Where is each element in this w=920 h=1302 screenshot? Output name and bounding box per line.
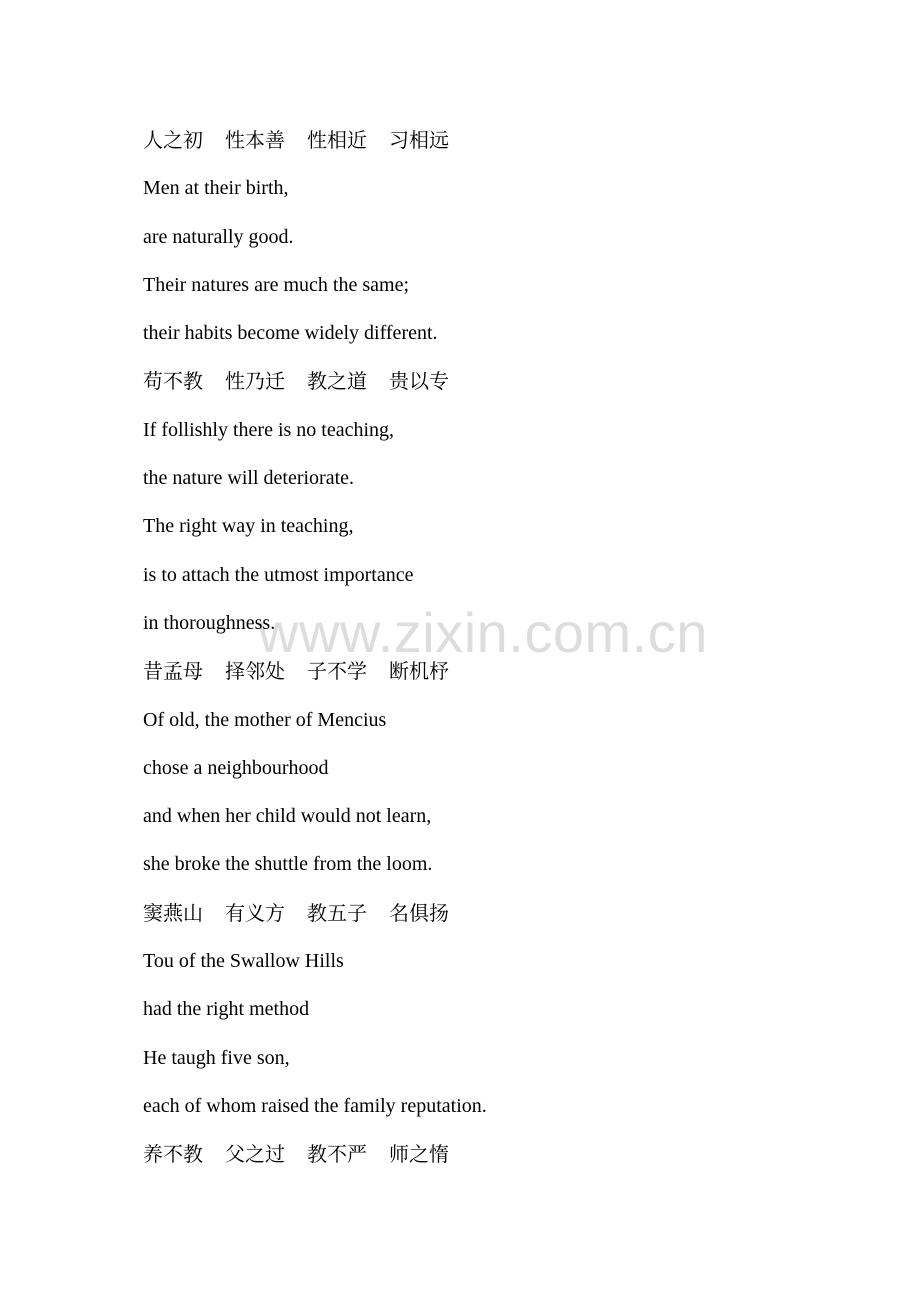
verse-phrase: 断机杼 <box>389 659 449 684</box>
english-translation-line: Of old, the mother of Mencius <box>143 708 387 731</box>
chinese-verse-line <box>143 655 487 703</box>
verse-phrase: 贵以专 <box>389 369 449 394</box>
english-translation-line: she broke the shuttle from the loom. <box>143 853 433 876</box>
verse-phrase: 养不教 <box>143 1142 203 1167</box>
verse-phrase: 习相远 <box>389 128 449 152</box>
english-translation-line: each of whom raised the family reputation. <box>143 1094 487 1117</box>
verse-phrase: 教不严 <box>307 1142 367 1167</box>
verse-phrase: 子不学 <box>307 659 367 684</box>
chinese-verse-line <box>143 897 487 945</box>
verse-phrase: 性本善 <box>225 128 285 152</box>
chinese-verse-line <box>143 124 487 172</box>
english-translation-line: is to attach the utmost importance <box>143 563 414 586</box>
text-lines <box>143 124 487 1187</box>
verse-phrase: 教五子 <box>307 900 367 925</box>
watermark: www.zixin.com.cn <box>258 601 708 664</box>
verse-phrase: 昔孟母 <box>143 659 203 684</box>
english-translation-line: chose a neighbourhood <box>143 756 329 779</box>
verse-phrase: 名俱扬 <box>389 900 449 925</box>
english-translation-line: had the right method <box>143 998 310 1021</box>
verse-phrase: 有义方 <box>225 900 285 925</box>
verse-phrase: 父之过 <box>225 1142 285 1167</box>
chinese-verse-line <box>143 1138 487 1186</box>
english-translation-line: their habits become widely different. <box>143 322 438 345</box>
english-translation-line: Tou of the Swallow Hills <box>143 950 344 973</box>
verse-phrase: 窦燕山 <box>143 900 203 925</box>
english-translation-line: are naturally good. <box>143 225 294 248</box>
chinese-verse-line <box>143 365 487 413</box>
verse-phrase: 苟不教 <box>143 369 203 394</box>
english-translation-line: If follishly there is no teaching, <box>143 418 395 441</box>
verse-phrase: 人之初 <box>143 128 203 152</box>
english-translation-line: and when her child would not learn, <box>143 805 432 828</box>
english-translation-line: Men at their birth, <box>143 177 289 200</box>
english-translation-line: Their natures are much the same; <box>143 273 409 296</box>
english-translation-line: in thoroughness. <box>143 611 276 634</box>
verse-phrase: 性乃迁 <box>225 369 285 394</box>
verse-phrase: 择邻处 <box>225 659 285 684</box>
english-translation-line: He taugh five son, <box>143 1046 290 1069</box>
english-translation-line: The right way in teaching, <box>143 515 354 538</box>
verse-phrase: 教之道 <box>307 369 367 394</box>
verse-phrase: 师之惰 <box>389 1142 449 1167</box>
verse-phrase: 性相近 <box>307 128 367 152</box>
english-translation-line: the nature will deteriorate. <box>143 467 355 490</box>
